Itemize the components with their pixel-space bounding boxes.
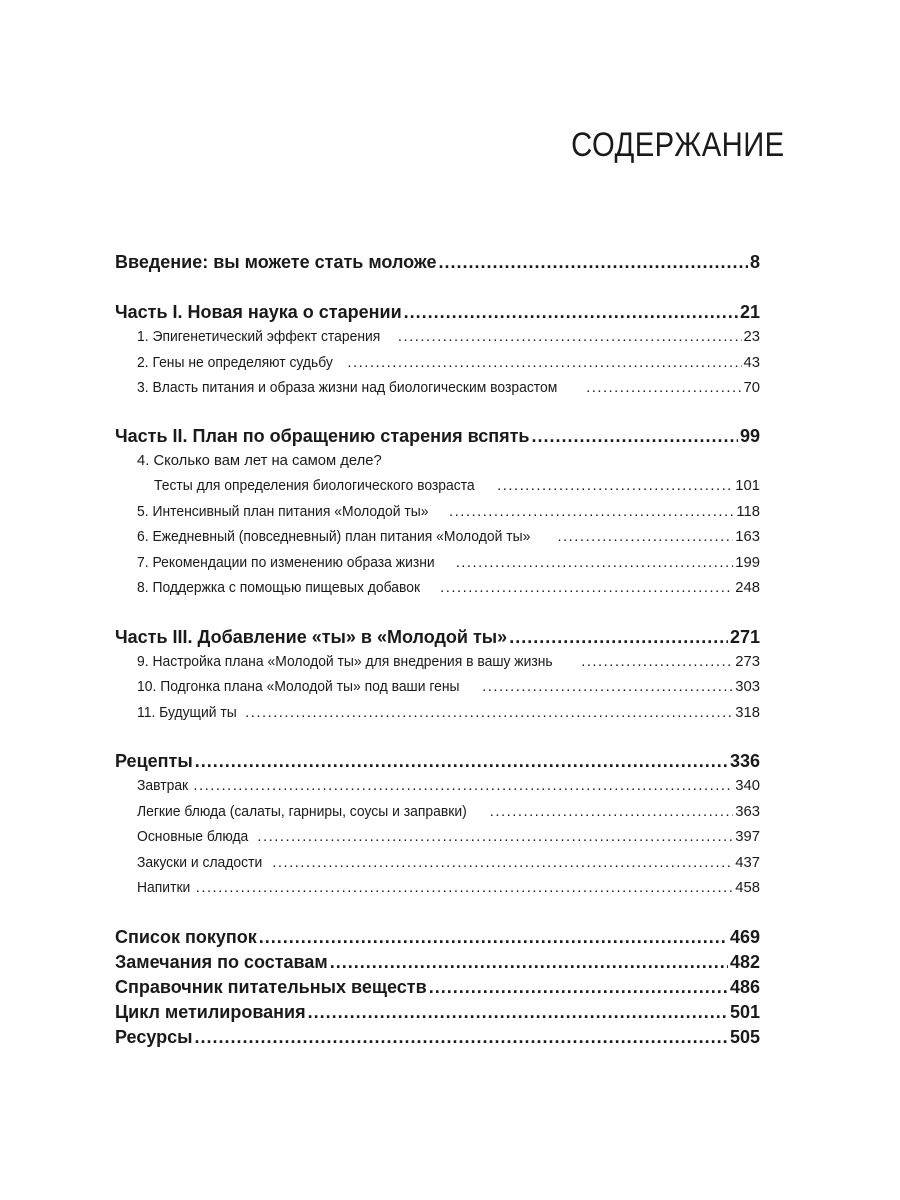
toc-entry-label: Введение: вы можете стать моложе	[115, 252, 437, 272]
toc-page-number: 505	[729, 1026, 760, 1047]
dot-leader	[257, 825, 733, 851]
toc-chapter-7[interactable]	[115, 551, 760, 577]
dot-leader	[272, 851, 733, 877]
toc-recipe-breakfast[interactable]	[115, 774, 760, 800]
toc-chapter-4-title[interactable]: 4. Сколько вам лет на самом деле?	[137, 452, 382, 469]
toc-entry-label: Справочник питательных веществ	[115, 976, 427, 997]
dot-leader	[245, 701, 733, 727]
toc-entry-label: Цикл метилирования	[115, 1001, 306, 1022]
toc-recipes[interactable]	[115, 749, 760, 774]
toc-entry-label: Ресурсы	[115, 1026, 193, 1047]
dot-leader	[404, 300, 738, 325]
dot-leader	[531, 424, 737, 449]
page-title: СОДЕРЖАНИЕ	[571, 126, 785, 164]
toc-entry-label: Тесты для определения биологического возраста	[154, 478, 475, 494]
toc-part-2[interactable]	[115, 424, 760, 449]
dot-leader	[449, 500, 734, 526]
toc-page-number: 318	[735, 704, 760, 721]
dot-leader	[509, 625, 728, 650]
toc-page-number: 21	[739, 302, 760, 322]
toc-entry-label: 8. Поддержка с помощью пищевых добавок	[137, 580, 421, 596]
toc-page-number: 8	[749, 252, 760, 272]
dot-leader	[330, 950, 728, 975]
toc-page-number: 273	[735, 653, 760, 670]
toc-recipe-drinks[interactable]	[115, 876, 760, 902]
toc-entry-label: 2. Гены не определяют судьбу	[137, 354, 333, 371]
toc-entry-label: 9. Настройка плана «Молодой ты» для внедрения в вашу жизнь	[137, 653, 553, 670]
toc-entry-label: Часть III. Добавление «ты» в «Молодой ты»	[115, 626, 508, 647]
dot-leader	[193, 774, 733, 800]
dot-leader	[195, 1025, 728, 1050]
dot-leader	[482, 675, 733, 701]
toc-page-number: 43	[743, 354, 760, 371]
toc-entry-intro[interactable]	[115, 250, 760, 275]
toc-recipe-light-meals[interactable]	[115, 800, 760, 826]
toc-page-number: 482	[729, 951, 760, 972]
toc-shopping-list[interactable]	[115, 925, 760, 950]
toc-page-number: 99	[739, 425, 760, 446]
dot-leader	[195, 749, 728, 774]
toc-chapter-3[interactable]	[115, 376, 760, 402]
toc-nutrient-reference[interactable]	[115, 975, 760, 1000]
toc-chapter-11[interactable]	[115, 701, 760, 727]
toc-entry-label: Завтрак	[137, 778, 189, 794]
dot-leader	[440, 576, 733, 602]
dot-leader	[557, 525, 733, 551]
toc-ingredient-notes[interactable]	[115, 950, 760, 975]
dot-leader	[438, 250, 748, 275]
toc-entry-label: 6. Ежедневный (повседневный) план питания «Молодой ты»	[137, 529, 531, 545]
toc-entry-label: Часть I. Новая наука о старении	[115, 302, 402, 322]
toc-page-number: 118	[736, 503, 760, 520]
dot-leader	[581, 650, 733, 676]
toc-entry-label: Часть II. План по обращению старения вспять	[115, 425, 530, 446]
toc-page-number: 163	[735, 529, 760, 545]
toc-page-number: 271	[729, 626, 760, 647]
toc-page-number: 501	[729, 1001, 760, 1022]
toc-page-number: 486	[729, 976, 760, 997]
toc-page-number: 23	[743, 329, 760, 345]
toc-page-number: 397	[735, 829, 760, 845]
toc-page-number: 70	[743, 380, 760, 396]
toc-page-number: 248	[735, 580, 760, 596]
dot-leader	[196, 876, 734, 902]
dot-leader	[308, 1000, 728, 1025]
toc-chapter-9[interactable]	[115, 650, 760, 676]
toc-page-number: 336	[729, 751, 760, 771]
dot-leader	[586, 376, 741, 402]
toc-entry-label: Легкие блюда (салаты, гарниры, соусы и заправки)	[137, 803, 467, 820]
toc-recipe-snacks[interactable]	[115, 851, 760, 877]
dot-leader	[456, 551, 734, 577]
toc-chapter-1[interactable]	[115, 325, 760, 351]
toc-entry-label: 11. Будущий ты	[137, 704, 237, 721]
toc-entry-label: Замечания по составам	[115, 951, 328, 972]
toc-recipe-main-dishes[interactable]	[115, 825, 760, 851]
toc-resources[interactable]	[115, 1025, 760, 1050]
toc-entry-label: 10. Подгонка плана «Молодой ты» под ваши гены	[137, 679, 460, 695]
toc-chapter-2[interactable]	[115, 351, 760, 377]
toc-entry-label: Список покупок	[115, 926, 257, 947]
toc-entry-label: Закуски и сладости	[137, 854, 263, 871]
toc-page-number: 303	[735, 679, 760, 695]
dot-leader	[429, 975, 728, 1000]
toc-entry-label: 5. Интенсивный план питания «Молодой ты»	[137, 503, 429, 520]
dot-leader	[347, 351, 741, 377]
toc-entry-label: Напитки	[137, 880, 191, 896]
toc-page-number: 340	[735, 778, 760, 794]
dot-leader	[497, 474, 733, 500]
toc-page-number: 469	[729, 926, 760, 947]
toc-entry-label: 1. Эпигенетический эффект старения	[137, 329, 381, 345]
toc-chapter-10[interactable]	[115, 675, 760, 701]
toc-entry-label: Основные блюда	[137, 829, 249, 845]
toc-chapter-4[interactable]	[115, 474, 760, 500]
table-of-contents	[115, 250, 760, 1050]
dot-leader	[398, 325, 742, 351]
toc-page-number: 199	[735, 554, 760, 571]
toc-entry-label: Рецепты	[115, 751, 193, 771]
toc-chapter-6[interactable]	[115, 525, 760, 551]
toc-chapter-5[interactable]	[115, 500, 760, 526]
dot-leader	[490, 800, 734, 826]
toc-chapter-8[interactable]	[115, 576, 760, 602]
toc-entry-label: 7. Рекомендации по изменению образа жизни	[137, 554, 435, 571]
toc-part-3[interactable]	[115, 625, 760, 650]
toc-page-number: 458	[735, 880, 760, 896]
toc-entry-label: 3. Власть питания и образа жизни над биологическим возрастом	[137, 380, 558, 396]
toc-page-number: 363	[735, 803, 760, 820]
toc-methylation-cycle[interactable]	[115, 1000, 760, 1025]
dot-leader	[259, 925, 728, 950]
toc-page-number: 101	[735, 478, 760, 494]
toc-page-number: 437	[735, 854, 760, 871]
toc-part-1[interactable]	[115, 300, 760, 325]
